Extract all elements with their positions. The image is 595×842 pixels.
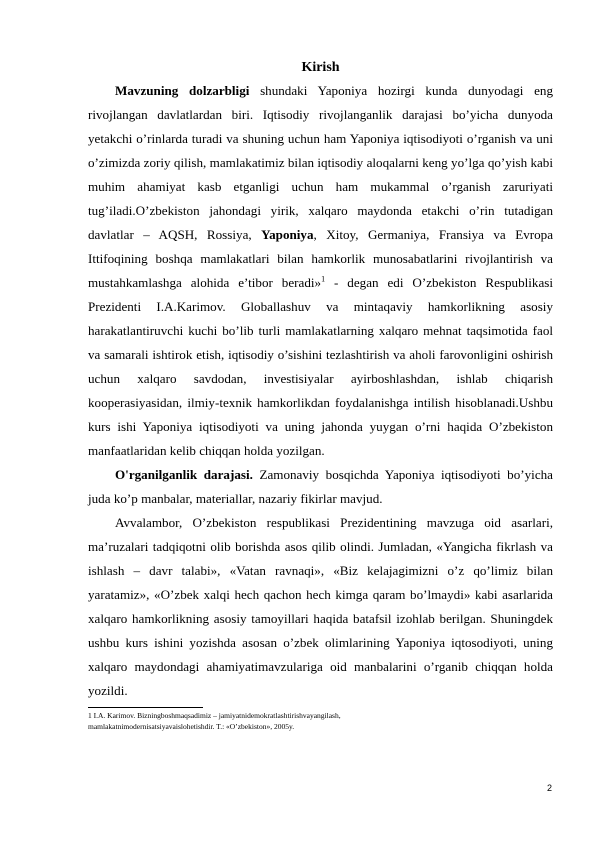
footnote-line: mamlakatnimodernisatsiyavaislohetishdir. T.: «O’zbekiston», 2005y. [88,722,295,731]
study-level-heading: O'rganilganlik darajasi. [115,467,253,482]
paragraph-text: - degan edi O’zbekiston Respublikasi Prezidenti I.A.Karimov. Globallashuv va mintaqaviy hamkorlikning asosiy harakatlantiruvchi kuchi bo’lib turli mamlakatlarning xalqaro mehnat taqsimotida faol va samarali ishtirok etish, iqtisodiy o’sishini tezlashtirish va aholi farovonligini oshirish uchun xalqaro savdodan, investisiyalar ayirboshlashdan, ishlab chiqarish kooperasiyasidan, ilmiy-texnik hamkorlikdan foydalanishga intilish hisoblanadi.Ushbu kurs ishi Yaponiya iqtisodiyoti va uning jahonda yuygan o’rni haqida O’zbekiston manfaatlaridan kelib chiqqan holda yozilgan. [88,275,553,458]
document-page [88,58,553,732]
paragraph-text: , Xitoy, Germaniya, Fransiya va Evropa Ittifoqining boshqa mamlakatlari bilan hamkorlik munosabatlarini rivojlantirish va mustahkamlashga alohida e’tibor beradi» [88,227,554,290]
paragraph-relevance [88,79,553,463]
page-number: 2 [546,783,552,793]
paragraph-text: Zamonaviy bosqichda Yaponiya iqtisodiyoti bo’yicha juda ko’p manbalar, materiallar, nazariy fikirlar mavjud. [88,467,553,506]
paragraph-sources: Avvalambor, O’zbekiston respublikasi Prezidentining mavzuga oid asarlari, ma’ruzalari tadqiqotni olib borishda asos qilib olindi. Jumladan, «Yangicha fikrlash va ishlash – davr talabi», «Vatan ravnaqi», «Biz kelajagimizni o’z qo’limiz bilan yaratamiz», «O’zbek xalqi hech qachon hech kimga qaram bo’lmaydi» kabi asarlarida xalqaro hamkorlikning asosiy tamoyillari haqida batafsil izohlab berilgan. Shuningdek ushbu kurs ishini yozishda asosan o’zbek olimlarining Yaponiya iqtosodiyoti, uning xalqaro maydondagi ahamiyatimavzulariga oid manbalarini o’rganib chiqqan holda yozildi. [88,515,553,698]
paragraph-text: shundaki Yaponiya hozirgi kunda dunyodagi eng rivojlangan davlatlardan biri. Iqtisodiy rivojlanganlik darajasi bo’yicha dunyoda yetakchi o’rinlarda turadi va shuning uchun ham Yaponiya iqtisodiyoti o’rganish va uni o’zimizda zoriy qilish, mamlakatimiz bilan iqtisodiy aloqalarni keng yo’lga qo’yish kabi muhim ahamiyat kasb etganligi uchun ham mukammal o’rganish zaruriyati tug’iladi.O’zbekiston jahondagi yirik, xalqaro maydonda etakchi o’rin tutadigan davlatlar – AQSH, Rossiya, [88,83,553,242]
footnote-divider [88,707,203,708]
footnote-line: 1 I.A. Karimov. Bizningboshmaqsadimiz – jamiyatnidemokratlashtirishvayangilash, [88,711,341,720]
section-title: Kirish [301,60,340,75]
footnote-reference[interactable]: 1 [321,274,326,284]
bold-term: Yaponiya [261,227,314,242]
relevance-heading: Mavzuning dolzarbligi [115,83,250,98]
footnote [88,710,553,732]
paragraph-study-level [88,463,553,511]
